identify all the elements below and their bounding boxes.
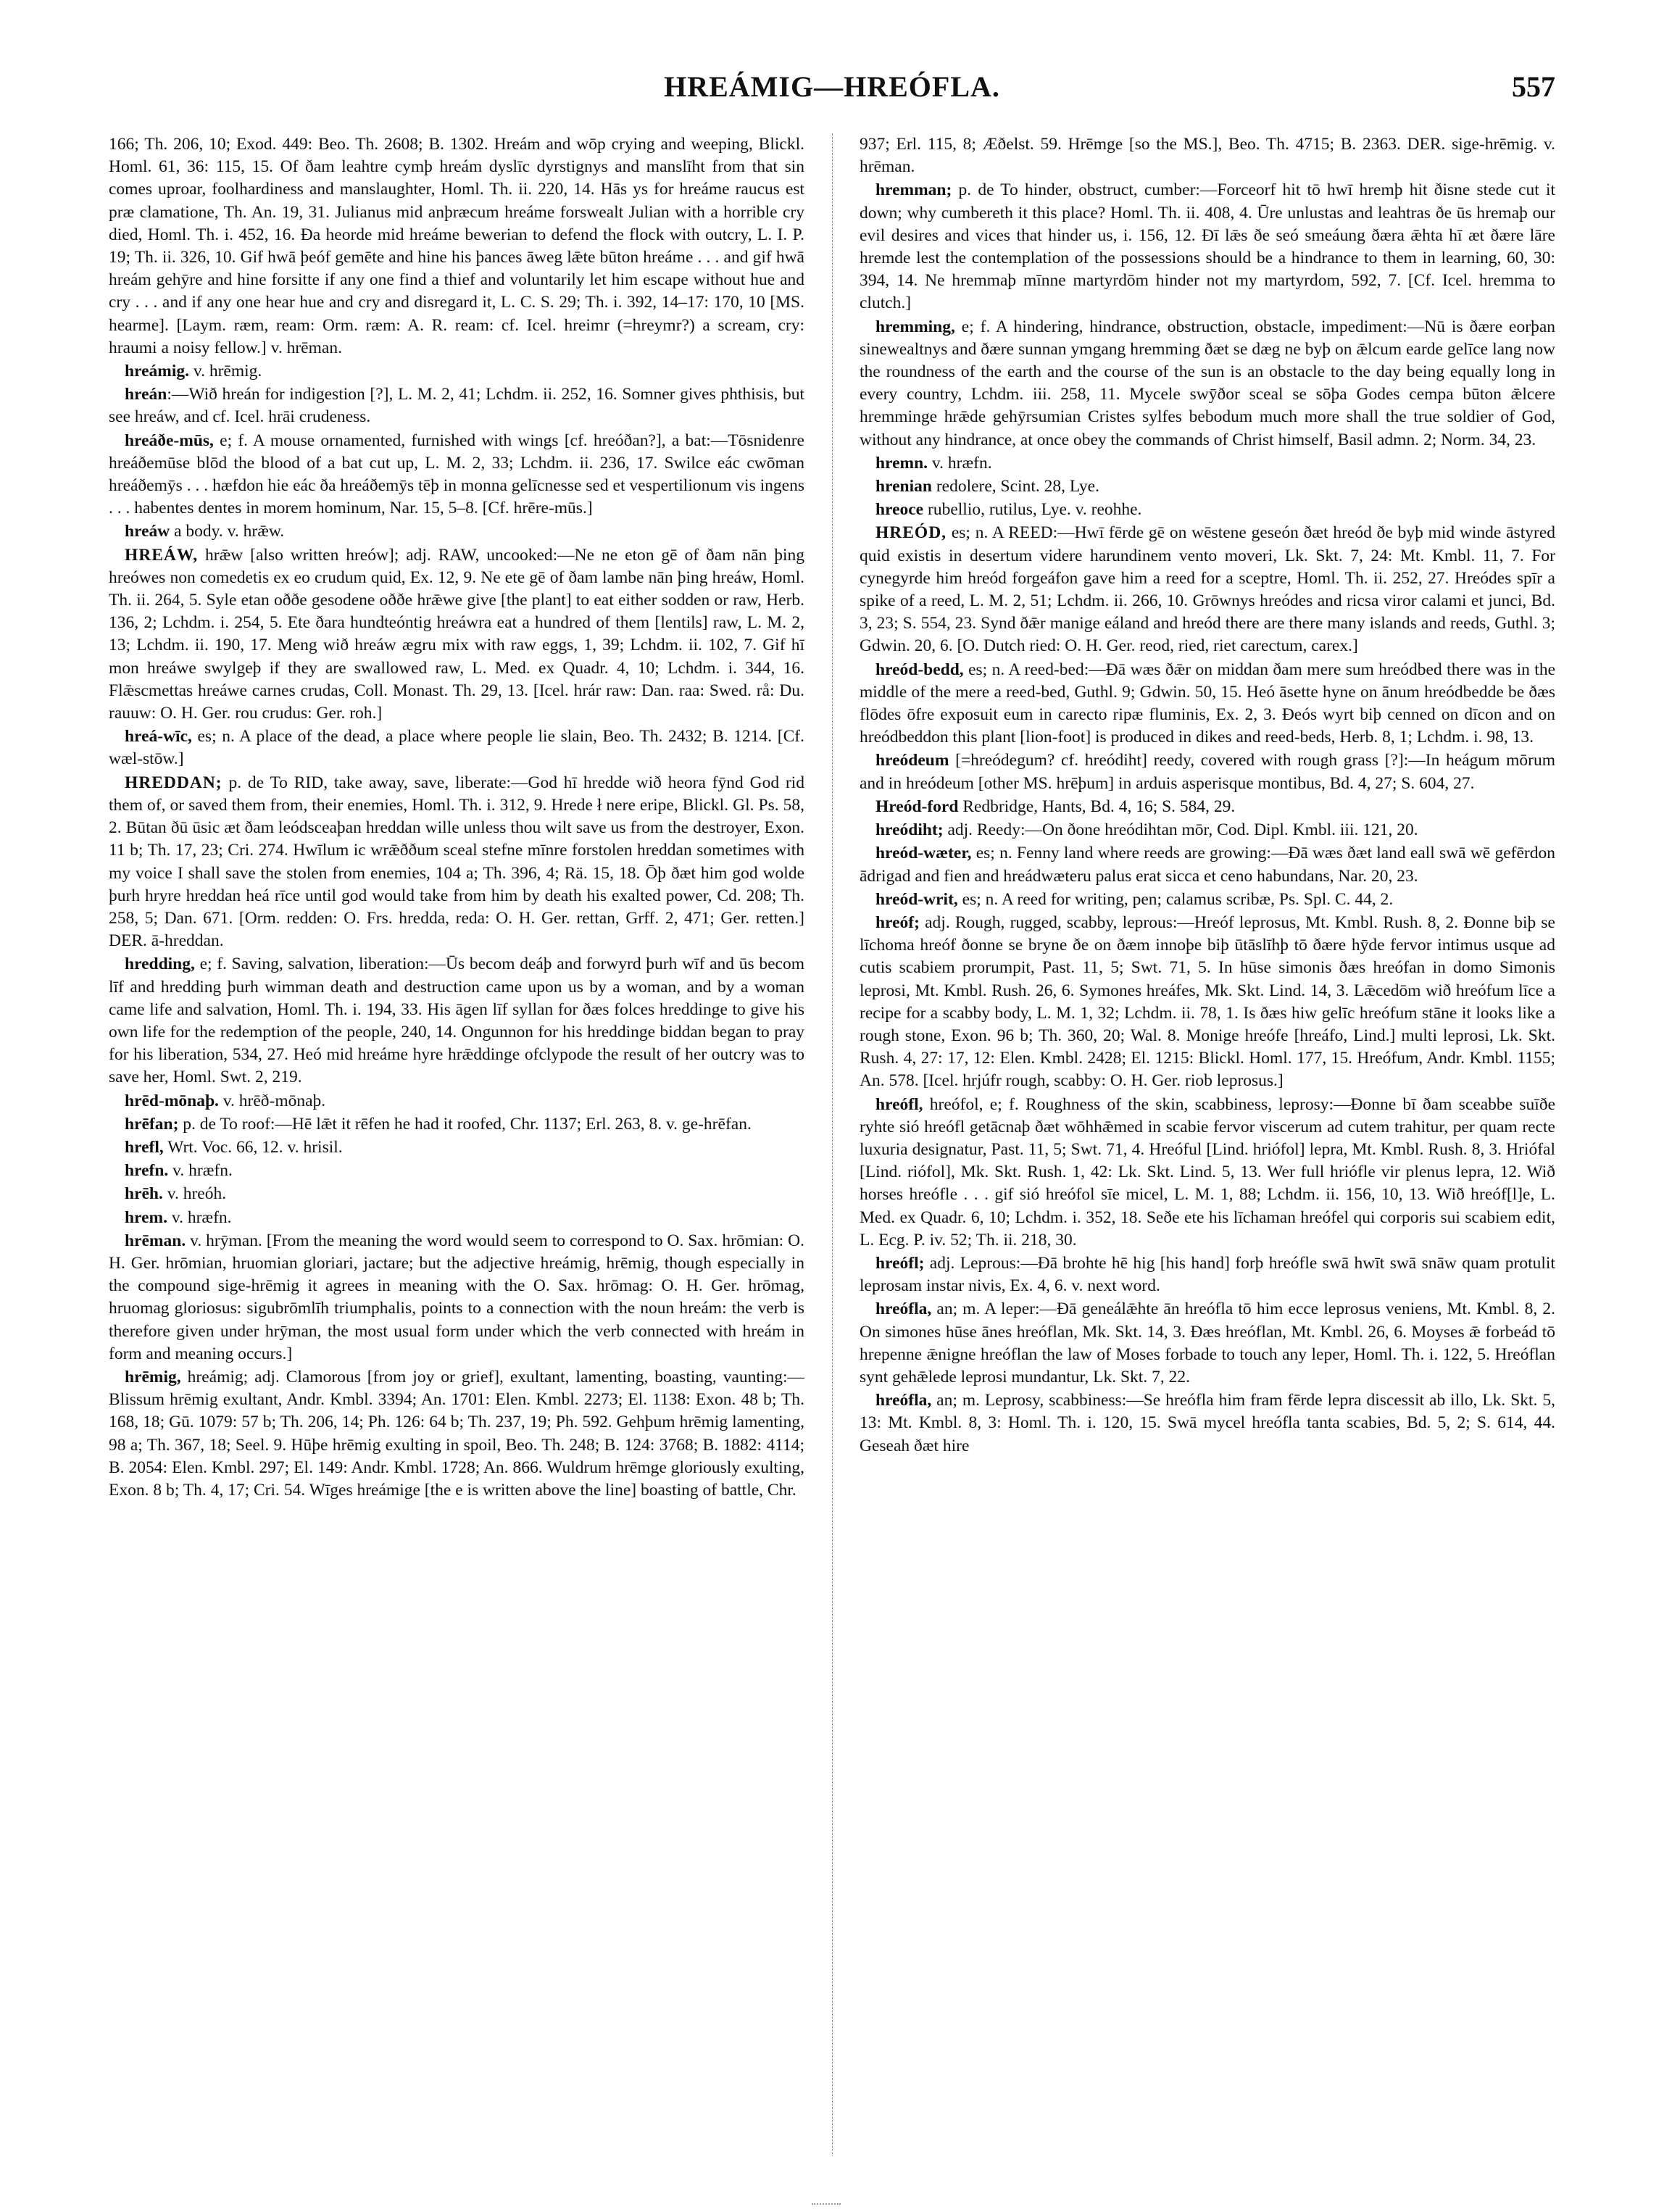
dictionary-entry bbox=[109, 1183, 804, 1205]
dictionary-entry bbox=[109, 1090, 804, 1113]
headword: hreáw bbox=[125, 522, 170, 541]
page-title: HREÁMIG—HREÓFLA. bbox=[664, 70, 1000, 103]
entry-text: v. hræfn. bbox=[167, 1207, 232, 1227]
headword: hreámig. bbox=[125, 362, 189, 381]
headword: hrēfan; bbox=[125, 1114, 179, 1134]
entry-text: adj. Rough, rugged, scabby, leprous:—Hreóf leprosus, Mt. Kmbl. Rush. 8, 2. Ðonne biþ se līchoma hreóf ðonne se bryne ðe on ðæm innoþe biþ ūtāslīhþ tō ðære hȳde fervor intimus usque ad cutis scabiem prorumpit, Past. 11, 5; Swt. 71, 5. In hūse simonis ðæs hreófan in domo Simonis leprosi, Mt. Kmbl. Rush. 26, 6. Symones hreáfes, Mk. Skt. Lind. 14, 3. Lǣcedōm wið hreófum līce a recipe for a scabby body, L. M. 1, 32; Lchdm. ii. 78, 1. Is ðæs hiw gelīc hreófum stāne it looks like a rough stone, Exon. 96 b; Th. 360, 20; Wal. 8. Monige hreófe [hreáfo, Lind.] multi leprosi, Lk. Skt. Rush. 4, 27: 17, 12: Elen. Kmbl. 2428; El. 1215: Blickl. Homl. 177, 15. Hreófum, Andr. Kmbl. 1155; An. 578. [Icel. hrjúfr rough, scabby: O. H. Ger. riob leprosus.] bbox=[860, 912, 1555, 1091]
entry-text: Redbridge, Hants, Bd. 4, 16; S. 584, 29. bbox=[958, 797, 1236, 816]
entry-text: es; n. A reed for writing, pen; calamus scribæ, Ps. Spl. C. 44, 2. bbox=[957, 889, 1394, 909]
entry-text: p. de To RID, take away, save, liberate:—God hī hredde wið heora fȳnd God rid them of, or saved them from, their enemies, Homl. Th. i. 312, 9. Hrede ł nere eripe, Blickl. Gl. Ps. 58, 2. Būtan ðū ūsic æt ðam leódsceaþan hreddan wille unless thou wilt save us from the destroyer, Exon. 11 b; Th. 17, 23; Cri. 274. Hwīlum ic wrǣððum sceal stefne mīnre forstolen hreddan sometimes with my voice I shall save the stolen from enemies, 104 a; Th. 396, 4; Rä. 15, 18. Ōþ ðæt him god wolde þurh hryre hreddan heá rīce until god would take from him by death his exalted power, Cd. 208; Th. 258, 5; Dan. 671. [Orm. redden: O. Frs. hredda, reda: O. H. Ger. rettan, Grff. 2, 471; Ger. retten.] DER. ā-hreddan. bbox=[109, 773, 804, 951]
headword: hreófl; bbox=[875, 1253, 925, 1273]
entry-text: e; f. Saving, salvation, liberation:—Ūs becom deáþ and forwyrd þurh wīf and ūs becom līf and hredding þurh wimman death and destruction came upon us by a woman, and by a woman came life and salvation, Homl. Th. i. 194, 33. His āgen līf syllan for ðæs folces hreddinge to give his own life for the redemption of the people, 240, 14. Ongunnon for his hreddinge biddan began to pray for his liberation, 534, 27. Heó mid hreáme hyre hrǣddinge ofclypode the result of her outcry was to save her, Homl. Swt. 2, 219. bbox=[109, 955, 804, 1087]
entry-text: v. hrēmig. bbox=[189, 362, 262, 381]
entry-text: rubellio, rutilus, Lye. v. reohhe. bbox=[923, 500, 1142, 520]
entry-text: an; m. Leprosy, scabbiness:—Se hreófla him fram fērde lepra discessit ab illo, Lk. Skt. 5, 13: Mt. Kmbl. 8, 3: Homl. Th. i. 120, 15. Swā mycel hreófla tanta scabies, Bd. 5, 2; S. 614, 44. Geseah ðæt hire bbox=[860, 1391, 1555, 1455]
dictionary-entry bbox=[109, 1230, 804, 1365]
dictionary-entry bbox=[860, 819, 1555, 841]
headword: hrēh. bbox=[125, 1184, 163, 1204]
entry-text: :—Wið hreán for indigestion [?], L. M. 2, 41; Lchdm. ii. 252, 16. Somner gives phthisis, but see hreáw, and cf. Icel. hrāi crudeness. bbox=[109, 385, 804, 427]
headword: Hreód-ford bbox=[875, 797, 959, 816]
dictionary-entry bbox=[860, 1094, 1555, 1252]
entry-text: v. hrȳman. [From the meaning the word would seem to correspond to O. Sax. hrōmian: O. H. Ger. hrōmian, hruomian gloriari, jactare; but the adjective hreámig, hrēmig, though especially in the compound sige-hrēmig it agrees in meaning with the O. Sax. hrōmag: O. H. Ger. hrōmag, hruomag gloriosus: sigubrōmlīh triumphalis, points to a connection with the noun hreám: the verb is therefore given under hrȳman, the most usual form under which the verb connected with hreám in form and meaning occurs.] bbox=[109, 1231, 804, 1363]
entry-text: p. de To roof:—Hē lǣt it rēfen he had it roofed, Chr. 1137; Erl. 263, 8. v. ge-hrēfan. bbox=[178, 1114, 752, 1134]
headword: hreód-bedd, bbox=[875, 660, 964, 679]
entry-text: adj. Reedy:—On ðone hreódihtan mōr, Cod. Dipl. Kmbl. iii. 121, 20. bbox=[943, 820, 1418, 840]
headword: hrem. bbox=[125, 1207, 167, 1227]
dictionary-entry bbox=[860, 1389, 1555, 1458]
entry-text: es; n. A place of the dead, a place where people lie slain, Beo. Th. 2432; B. 1214. [Cf. wæl-stōw.] bbox=[109, 727, 804, 769]
entry-text: v. hræfn. bbox=[168, 1161, 233, 1181]
scan-mark bbox=[812, 2203, 841, 2208]
entry-text: 937; Erl. 115, 8; Æðelst. 59. Hrēmge [so the MS.], Beo. Th. 4715; B. 2363. DER. sige-hrēmig. v. hrēman. bbox=[860, 135, 1555, 177]
dictionary-entry bbox=[109, 1136, 804, 1159]
left-column bbox=[109, 133, 804, 2163]
entry-text: an; m. A leper:—Ðā geneálǣhte ān hreófla tō him ecce leprosus veniens, Mt. Kmbl. 8, 2. On simones hūse ānes hreóflan, Mk. Skt. 14, 3. Ðæs hreóflan, Mt. Kmbl. 26, 6. Moyses ǣ forbeád tō hrepenne ǣnigne hreóflan the law of Moses forbade to touch any leper, Homl. Th. i. 122, 5. Hreóflan synt gehǣlede leprosi mundantur, Lk. Skt. 7, 22. bbox=[860, 1300, 1555, 1386]
dictionary-entry bbox=[109, 1160, 804, 1182]
dictionary-entry bbox=[109, 360, 804, 383]
headword: hreófla, bbox=[875, 1391, 932, 1410]
entry-text: hrǣw [also written hreów]; adj. RAW, uncooked:—Ne ne eton gē of ðam nān þing hreówes non comedetis ex eo crudum quid, Ex. 12, 9. Ne ete gē of ðam lambe nān þing hreáw, Homl. Th. ii. 264, 5. Syle etan oððe gesodene oððe hrǣwe give [the plant] to eat either sodden or raw, Herb. 136, 2; Lchdm. i. 254, 5. Ete ðara hundteóntig hreáwra eat a hundred of them [lentils] raw, L. M. 2, 13; Lchdm. ii. 190, 17. Meng wið hreáw ægru mix with raw eggs, 1, 39; Lchdm. ii. 102, 7. Gif hī mon hreáwe swylgeþ if they are swallowed raw, L. Med. ex Quadr. 4, 10; Lchdm. i. 344, 16. Flǣscmettas hreáwe carnes crudas, Coll. Monast. Th. 29, 13. [Icel. hrár raw: Dan. raa: Swed. rå: Du. rauuw: O. H. Ger. rou crudus: Ger. roh.] bbox=[109, 545, 804, 723]
entry-text: adj. Leprous:—Ðā brohte hē hig [his hand] forþ hreófle swā hwīt swā snāw quam protulit leprosam instar nivis, Ex. 4, 6. v. next word. bbox=[860, 1253, 1555, 1296]
dictionary-entry bbox=[860, 749, 1555, 794]
entry-text: v. hræfn. bbox=[928, 453, 992, 473]
headword: hreófl, bbox=[875, 1094, 923, 1114]
entry-text: v. hrēð-mōnaþ. bbox=[218, 1091, 326, 1110]
dictionary-entry bbox=[109, 772, 804, 953]
dictionary-entry bbox=[109, 725, 804, 770]
headword: hrēman. bbox=[125, 1231, 186, 1250]
headword: HREÁW, bbox=[125, 545, 199, 565]
entry-text: es; n. Fenny land where reeds are growing:—Ðā wæs ðæt land eall swā wē gefērdon ādrigad and fien and hreádwæteru palus erat sicca et ceno habundans, Nar. 20, 23. bbox=[860, 844, 1555, 886]
headword: hreoce bbox=[875, 500, 924, 520]
dictionary-entry bbox=[860, 316, 1555, 452]
entry-text: p. de To hinder, obstruct, cumber:—Forceorf hit tō hwī hremþ hit ðisne stede cut it down; why cumbereth it this place? Homl. Th. ii. 408, 4. Ūre unlustas and leahtras ðe ūs hremaþ our evil desires and vices that hinder us, i. 156, 12. Ðī lǣs ðe seó smeáung ðæra ǣhta hī æt ðære lāre hremde lest the contemplation of the possessions should be a hindrance to them in learning, 60, 30: 394, 14. Ne hremmaþ mīnne martyrdōm hinder not my martyrdom, 592, 7. [Cf. Icel. hremma to clutch.] bbox=[860, 180, 1555, 313]
entry-text: Wrt. Voc. 66, 12. v. hrisil. bbox=[163, 1137, 343, 1157]
entry-text: a body. v. hrǣw. bbox=[170, 522, 285, 541]
dictionary-entry bbox=[860, 912, 1555, 1093]
dictionary-entry bbox=[860, 179, 1555, 315]
dictionary-entry bbox=[860, 1252, 1555, 1297]
dictionary-entry bbox=[109, 1207, 804, 1229]
headword: hreódiht; bbox=[875, 820, 944, 840]
headword: hreóf; bbox=[875, 912, 920, 932]
headword: hrenian bbox=[875, 477, 932, 496]
dictionary-entry bbox=[109, 383, 804, 428]
page-number: 557 bbox=[1512, 70, 1555, 103]
headword: hrēmig, bbox=[125, 1367, 181, 1386]
dictionary-entry bbox=[860, 452, 1555, 475]
right-column bbox=[860, 133, 1555, 2163]
column-divider bbox=[832, 133, 833, 2155]
headword: hrefn. bbox=[125, 1161, 169, 1181]
headword: HREÓD, bbox=[875, 523, 947, 543]
headword: hreófla, bbox=[875, 1300, 932, 1319]
dictionary-entry bbox=[860, 133, 1555, 178]
dictionary-entry bbox=[860, 1298, 1555, 1389]
dictionary-entry bbox=[109, 1113, 804, 1136]
headword: hreá-wīc, bbox=[125, 727, 192, 747]
entry-text: hreámig; adj. Clamorous [from joy or grief], exultant, lamenting, boasting, vaunting:—Blissum hrēmig exultant, Andr. Kmbl. 3394; An. 1701: Elen. Kmbl. 2273; El. 1138: Exon. 48 b; Th. 168, 18; Gū. 1079: 57 b; Th. 206, 14; Ph. 126: 64 b; Th. 237, 19; Ph. 592. Gehþum hrēmig lamenting, 98 a; Th. 367, 18; Seel. 9. Hūþe hrēmig exulting in spoil, Beo. Th. 248; B. 124: 3768; B. 1882: 4114; B. 2054: Elen. Kmbl. 297; El. 149: Andr. Kmbl. 1728; An. 866. Wuldrum hrēmge gloriously exulting, Exon. 8 b; Th. 4, 17; Cri. 54. Wīges hreámige [the e is written above the line] boasting of battle, Chr. bbox=[109, 1367, 804, 1500]
headword: hreódeum bbox=[875, 751, 949, 770]
headword: hreán bbox=[125, 385, 167, 404]
dictionary-entry bbox=[109, 133, 804, 359]
headword: hreód-wæter, bbox=[875, 844, 972, 863]
dictionary-entry bbox=[109, 544, 804, 725]
dictionary-entry bbox=[109, 520, 804, 543]
headword: HREDDAN; bbox=[125, 773, 222, 792]
entry-text: hreófol, e; f. Roughness of the skin, scabbiness, leprosy:—Ðonne bī ðam sceabbe suīðe ryhte sió hreófl getācnaþ ðæt wōhhǣmed in scabie fervor viscerum ad cutem trahitur, per quam recte luxuria designatur, Past. 11, 5; Swt. 71, 4. Hreóful [Lind. hriófol] lepra, Mt. Kmbl. Rush. 8, 3. Hriófal [Lind. riófol], Mk. Skt. Rush. 1, 42: Lk. Skt. Lind. 5, 13. Wer full hriófle vir plenus lepra, 12. Wið horses hreófle . . . gif sió hreófol sīe micel, L. M. 1, 88; Lchdm. ii. 156, 10, 13. Wið hreóf[l]e, L. Med. ex Quadr. 6, 10; Lchdm. i. 352, 18. Seðe ete his līchaman hreófel qui corporis sui scabiem edit, L. Ecg. P. iv. 52; Th. ii. 218, 30. bbox=[860, 1094, 1555, 1250]
headword: hremming, bbox=[875, 317, 955, 336]
dictionary-entry bbox=[109, 1366, 804, 1502]
headword: hreód-writ, bbox=[875, 889, 958, 909]
entry-text: e; f. A mouse ornamented, furnished with wings [cf. hreóðan?], a bat:—Tōsnidenre hreáðemūse blōd the blood of a bat cut up, L. M. 2, 33; Lchdm. ii. 236, 17. Swilce eác cwōman hreáðemȳs . . . hæfdon hie eác ða hreáðemȳs tēþ in monna gelīcnesse sed et vespertilionum vis ingens . . . habentes dentes in morem hominum, Nar. 15, 5–8. [Cf. hrēre-mūs.] bbox=[109, 431, 804, 518]
headword: hremman; bbox=[875, 180, 952, 200]
headword: hrefl, bbox=[125, 1137, 164, 1157]
headword: hrēd-mōnaþ. bbox=[125, 1091, 219, 1110]
dictionary-entry bbox=[860, 475, 1555, 498]
headword: hremn. bbox=[875, 453, 928, 473]
entry-text: v. hreóh. bbox=[162, 1184, 227, 1204]
entry-text: 166; Th. 206, 10; Exod. 449: Beo. Th. 2608; B. 1302. Hreám and wōp crying and weeping, Blickl. Homl. 61, 36: 115, 15. Of ðam leahtre cymþ hreám dyslīc dyrstignys and manslīht from that sin comes uproar, foolhardiness and manslaughter, Homl. Th. ii. 220, 14. Hās ys for hreáme raucus est præ clamatione, Th. An. 19, 31. Julianus mid anþræcum hreáme forswealt Julian with a horrible cry died, Homl. Th. i. 452, 16. Ða heorde mid hreáme bewerian to defend the flock with outcry, L. I. P. 19; Th. ii. 326, 10. Gif hwā þeóf gemēte and hine his þances āweg lǣte būton hreáme . . . and gif hwā hreám gehȳre and hine forsitte if any one find a thief and voluntarily let him escape without hue and cry . . . and if any one hear hue and cry and disregard it, L. C. S. 29; Th. i. 392, 14–17: 170, 10 [MS. hearme]. [Laym. ræm, ream: Orm. ræm: A. R. ream: cf. Icel. hreimr (=hreymr?) a scream, cry: hraumi a noisy fellow.] v. hrēman. bbox=[109, 135, 804, 357]
page-header bbox=[109, 70, 1555, 116]
dictionary-entry bbox=[860, 889, 1555, 911]
dictionary-entry bbox=[860, 796, 1555, 818]
entry-text: es; n. A reed-bed:—Ðā wæs ðǣr on middan ðam mere sum hreódbed there was in the middle of the mere a reed-bed, Guthl. 9; Gdwin. 50, 15. Heó āsette hyne on ānum hreódbedde be ðæs flōdes ōfre exposuit eum in carecto ripæ fluminis, Ex. 2, 3. Ðeós wyrt biþ cenned on dīcon and on hreódbeddon this plant [lion-foot] is produced in dikes and reed-beds, Herb. 8, 1; Lchdm. i. 98, 13. bbox=[860, 660, 1555, 747]
dictionary-entry bbox=[109, 430, 804, 520]
dictionary-entry bbox=[860, 522, 1555, 657]
entry-text: es; n. A REED:—Hwī fērde gē on wēstene geseón ðæt hreód ðe byþ mid winde āstyred quid existis in desertum videre harundinem vento moveri, Lk. Skt. 7, 24: Mt. Kmbl. 11, 7. For cynegyrde him hreód forgeáfon gave him a reed for a sceptre, Homl. Th. ii. 252, 27. Hreódes spīr a spike of a reed, L. M. 2, 51; Lchdm. ii. 266, 10. Grōwnys hreódes and ricsa viror calami et junci, Bd. 3, 23; S. 554, 23. Synd ðǣr manige eáland and hreód there are there many islands and reeds, Guthl. 3; Gdwin. 20, 6. [O. Dutch ried: O. H. Ger. reod, ried, riet carectum, carex.] bbox=[860, 523, 1555, 656]
dictionary-entry bbox=[860, 659, 1555, 749]
entry-text: [=hreódegum? cf. hreódiht] reedy, covered with rough grass [?]:—In heágum mōrum and in hreódeum [other MS. hrēþum] in arduis asperisque montibus, Bd. 4, 27; S. 604, 27. bbox=[860, 751, 1555, 793]
entry-text: redolere, Scint. 28, Lye. bbox=[931, 477, 1099, 496]
headword: hreáðe-mūs, bbox=[125, 431, 214, 450]
dictionary-entry bbox=[109, 953, 804, 1089]
headword: hredding, bbox=[125, 955, 195, 974]
dictionary-entry bbox=[860, 499, 1555, 521]
entry-text: e; f. A hindering, hindrance, obstruction, obstacle, impediment:—Nū is ðære eorþan sinewealtnys and ðære sunnan ymgang hremming ðæt se dæg ne byþ on ǣlcum earde gelīce lang now the roundness of the earth and the course of the sun is an obstacle to the day being equally long in every country, Lchdm. iii. 258, 11. Mycele swȳðor sceal se sōþa Godes cempa būton ǣlcere hremminge hrǣde gehȳrsumian Cristes sylfes bebodum much more shall the true soldier of God, without any hindrance, at once obey the commands of Christ himself, Basil admn. 2; Norm. 34, 23. bbox=[860, 317, 1555, 449]
dictionary-entry bbox=[860, 842, 1555, 887]
